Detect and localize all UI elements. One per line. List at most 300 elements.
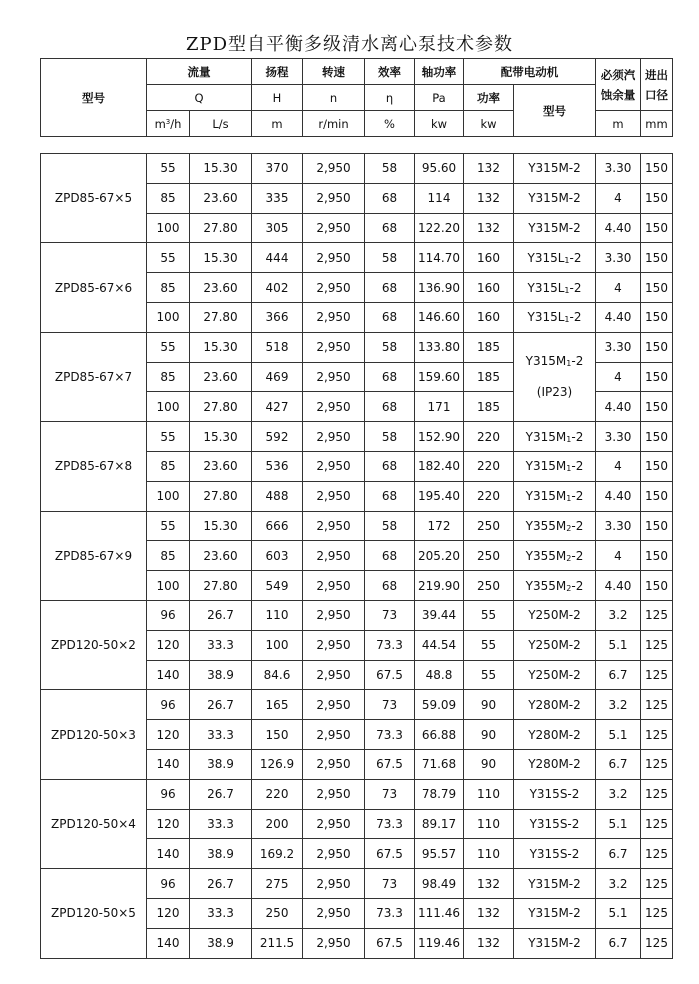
cell-speed: 2,950 <box>303 749 365 779</box>
cell-flow-m3h: 96 <box>147 779 190 809</box>
cell-inlet: 150 <box>641 332 673 362</box>
motor-model-base: Y280M-2 <box>528 757 581 772</box>
cell-motor-model <box>514 422 596 452</box>
cell-npsh: 6.7 <box>596 660 641 690</box>
cell-flow-ls: 15.30 <box>190 511 252 541</box>
cell-efficiency: 68 <box>365 541 415 571</box>
cell-head: 126.9 <box>252 749 303 779</box>
cell-motor-power: 90 <box>464 749 514 779</box>
motor-model-base: Y315M <box>525 354 567 369</box>
motor-model-base: Y355M <box>525 518 567 533</box>
cell-npsh: 5.1 <box>596 809 641 839</box>
cell-flow-m3h: 140 <box>147 660 190 690</box>
cell-motor-power: 160 <box>464 302 514 332</box>
cell-npsh: 3.30 <box>596 243 641 273</box>
cell-shaft-power: 119.46 <box>415 928 464 958</box>
table-row <box>41 332 673 362</box>
cell-flow-m3h: 55 <box>147 243 190 273</box>
cell-flow-ls: 27.80 <box>190 213 252 243</box>
cell-flow-m3h: 140 <box>147 839 190 869</box>
cell-head: 444 <box>252 243 303 273</box>
cell-motor-power: 220 <box>464 481 514 511</box>
cell-flow-m3h: 85 <box>147 183 190 213</box>
motor-model-base: Y280M-2 <box>528 727 581 742</box>
motor-model-base: Y315L <box>527 310 565 325</box>
motor-model-sub: 2 <box>566 523 572 533</box>
cell-inlet: 150 <box>641 213 673 243</box>
cell-npsh: 4 <box>596 541 641 571</box>
cell-npsh: 5.1 <box>596 898 641 928</box>
cell-npsh: 6.7 <box>596 928 641 958</box>
cell-flow-m3h: 120 <box>147 720 190 750</box>
cell-npsh: 4.40 <box>596 302 641 332</box>
cell-flow-m3h: 55 <box>147 332 190 362</box>
cell-shaft-power: 114 <box>415 183 464 213</box>
cell-npsh: 5.1 <box>596 720 641 750</box>
cell-motor-model <box>514 571 596 601</box>
cell-npsh: 3.2 <box>596 779 641 809</box>
motor-model-sub: 1 <box>564 255 570 265</box>
cell-head: 518 <box>252 332 303 362</box>
unit-flow-m3h-tail: /h <box>170 116 182 131</box>
header-model: 型号 <box>41 59 147 137</box>
cell-efficiency: 73 <box>365 600 415 630</box>
motor-model-tail: -2 <box>571 548 584 563</box>
cell-motor-model <box>514 869 596 899</box>
cell-npsh: 4 <box>596 362 641 392</box>
unit-speed: r/min <box>303 111 365 137</box>
cell-head: 402 <box>252 273 303 303</box>
header-flow: 流量 <box>147 59 252 85</box>
cell-flow-m3h: 85 <box>147 451 190 481</box>
header-motor-power: 功率 <box>464 85 514 111</box>
cell-flow-ls: 38.9 <box>190 839 252 869</box>
cell-shaft-power: 59.09 <box>415 690 464 720</box>
cell-speed: 2,950 <box>303 243 365 273</box>
cell-flow-ls: 23.60 <box>190 451 252 481</box>
table-row <box>41 779 673 809</box>
cell-shaft-power: 78.79 <box>415 779 464 809</box>
motor-model-note: (IP23) <box>536 385 573 400</box>
cell-flow-ls: 26.7 <box>190 600 252 630</box>
cell-efficiency: 67.5 <box>365 839 415 869</box>
cell-flow-m3h: 85 <box>147 362 190 392</box>
cell-motor-model <box>514 332 596 421</box>
cell-flow-m3h: 120 <box>147 809 190 839</box>
cell-motor-model <box>514 213 596 243</box>
cell-inlet: 150 <box>641 273 673 303</box>
cell-efficiency: 58 <box>365 154 415 184</box>
motor-model-sub: 1 <box>566 494 572 504</box>
cell-speed: 2,950 <box>303 541 365 571</box>
cell-speed: 2,950 <box>303 451 365 481</box>
cell-motor-model <box>514 779 596 809</box>
cell-speed: 2,950 <box>303 720 365 750</box>
table-row <box>41 422 673 452</box>
cell-shaft-power: 66.88 <box>415 720 464 750</box>
motor-model-tail: -2 <box>571 459 584 474</box>
motor-model-base: Y315S-2 <box>529 816 580 831</box>
cell-flow-ls: 23.60 <box>190 273 252 303</box>
cell-inlet: 125 <box>641 869 673 899</box>
cell-npsh: 4 <box>596 451 641 481</box>
cell-motor-power: 250 <box>464 541 514 571</box>
cell-shaft-power: 133.80 <box>415 332 464 362</box>
cell-motor-power: 110 <box>464 839 514 869</box>
motor-model-base: Y315S-2 <box>529 846 580 861</box>
cell-inlet: 125 <box>641 749 673 779</box>
cell-efficiency: 68 <box>365 302 415 332</box>
header-head-symbol: H <box>252 85 303 111</box>
cell-flow-ls: 33.3 <box>190 898 252 928</box>
cell-inlet: 125 <box>641 928 673 958</box>
motor-model-base: Y315M-2 <box>528 161 581 176</box>
motor-model-base: Y315L <box>527 280 565 295</box>
cell-efficiency: 73 <box>365 690 415 720</box>
cell-efficiency: 73.3 <box>365 720 415 750</box>
motor-model-tail: -2 <box>569 280 582 295</box>
cell-flow-m3h: 55 <box>147 422 190 452</box>
cell-inlet: 150 <box>641 571 673 601</box>
cell-model: ZPD120-50×2 <box>41 600 147 689</box>
cell-motor-model <box>514 273 596 303</box>
cell-speed: 2,950 <box>303 481 365 511</box>
cell-efficiency: 68 <box>365 392 415 422</box>
cell-motor-power: 132 <box>464 928 514 958</box>
cell-head: 165 <box>252 690 303 720</box>
cell-npsh: 3.30 <box>596 332 641 362</box>
cell-speed: 2,950 <box>303 511 365 541</box>
header-shaft-power: 轴功率 <box>415 59 464 85</box>
cell-head: 370 <box>252 154 303 184</box>
cell-speed: 2,950 <box>303 273 365 303</box>
cell-flow-m3h: 85 <box>147 541 190 571</box>
motor-model-tail: -2 <box>569 250 582 265</box>
cell-head: 100 <box>252 630 303 660</box>
cell-shaft-power: 146.60 <box>415 302 464 332</box>
cell-shaft-power: 95.60 <box>415 154 464 184</box>
cell-motor-power: 132 <box>464 869 514 899</box>
cell-head: 666 <box>252 511 303 541</box>
table-row <box>41 869 673 899</box>
header-head: 扬程 <box>252 59 303 85</box>
table-row <box>41 154 673 184</box>
cell-motor-power: 220 <box>464 451 514 481</box>
unit-head: m <box>252 111 303 137</box>
header-npsh: 必须汽蚀余量 <box>596 59 641 111</box>
cell-motor-model <box>514 839 596 869</box>
cell-motor-model <box>514 154 596 184</box>
cell-motor-power: 90 <box>464 690 514 720</box>
header-eff-symbol: η <box>365 85 415 111</box>
cell-speed: 2,950 <box>303 660 365 690</box>
cell-flow-ls: 33.3 <box>190 809 252 839</box>
cell-inlet: 150 <box>641 511 673 541</box>
motor-model-sub: 2 <box>566 553 572 563</box>
cell-flow-ls: 15.30 <box>190 332 252 362</box>
cell-inlet: 125 <box>641 720 673 750</box>
cell-flow-m3h: 55 <box>147 511 190 541</box>
cell-speed: 2,950 <box>303 779 365 809</box>
cell-npsh: 6.7 <box>596 839 641 869</box>
cell-head: 488 <box>252 481 303 511</box>
cell-motor-power: 250 <box>464 511 514 541</box>
cell-speed: 2,950 <box>303 302 365 332</box>
cell-shaft-power: 48.8 <box>415 660 464 690</box>
motor-model-base: Y315L <box>527 250 565 265</box>
table-row <box>41 511 673 541</box>
cell-model: ZPD85-67×9 <box>41 511 147 600</box>
cell-flow-m3h: 140 <box>147 928 190 958</box>
cell-motor-power: 185 <box>464 332 514 362</box>
cell-head: 549 <box>252 571 303 601</box>
cell-speed: 2,950 <box>303 898 365 928</box>
cell-shaft-power: 205.20 <box>415 541 464 571</box>
cell-inlet: 125 <box>641 690 673 720</box>
cell-flow-ls: 27.80 <box>190 302 252 332</box>
motor-model-base: Y315M <box>525 429 567 444</box>
cell-efficiency: 67.5 <box>365 928 415 958</box>
cell-npsh: 4.40 <box>596 481 641 511</box>
motor-model-sub: 1 <box>564 285 570 295</box>
cell-motor-model <box>514 690 596 720</box>
cell-motor-model <box>514 749 596 779</box>
cell-speed: 2,950 <box>303 362 365 392</box>
unit-flow-ls: L/s <box>190 111 252 137</box>
cell-motor-power: 55 <box>464 630 514 660</box>
motor-model-base: Y315M-2 <box>528 220 581 235</box>
cell-inlet: 150 <box>641 302 673 332</box>
cell-shaft-power: 95.57 <box>415 839 464 869</box>
cell-efficiency: 67.5 <box>365 749 415 779</box>
cell-head: 275 <box>252 869 303 899</box>
cell-motor-model <box>514 809 596 839</box>
cell-inlet: 150 <box>641 422 673 452</box>
motor-model-base: Y315M-2 <box>528 936 581 951</box>
cell-flow-ls: 15.30 <box>190 243 252 273</box>
header-efficiency: 效率 <box>365 59 415 85</box>
cell-head: 592 <box>252 422 303 452</box>
cell-motor-power: 55 <box>464 660 514 690</box>
cell-motor-power: 250 <box>464 571 514 601</box>
motor-model-tail: -2 <box>571 354 584 369</box>
cell-model: ZPD85-67×8 <box>41 422 147 511</box>
motor-model-base: Y250M-2 <box>528 608 581 623</box>
cell-speed: 2,950 <box>303 422 365 452</box>
cell-flow-ls: 26.7 <box>190 779 252 809</box>
cell-speed: 2,950 <box>303 213 365 243</box>
motor-model-sub: 1 <box>566 434 572 444</box>
cell-motor-model <box>514 511 596 541</box>
cell-inlet: 125 <box>641 779 673 809</box>
cell-speed: 2,950 <box>303 571 365 601</box>
spec-table-header <box>40 58 673 137</box>
cell-shaft-power: 89.17 <box>415 809 464 839</box>
cell-inlet: 125 <box>641 660 673 690</box>
motor-model-base: Y315S-2 <box>529 787 580 802</box>
cell-speed: 2,950 <box>303 392 365 422</box>
cell-npsh: 5.1 <box>596 630 641 660</box>
cell-speed: 2,950 <box>303 839 365 869</box>
cell-motor-power: 55 <box>464 600 514 630</box>
cell-shaft-power: 152.90 <box>415 422 464 452</box>
cell-npsh: 4 <box>596 183 641 213</box>
cell-flow-ls: 26.7 <box>190 690 252 720</box>
motor-model-base: Y355M <box>525 578 567 593</box>
cell-inlet: 125 <box>641 898 673 928</box>
cell-npsh: 3.2 <box>596 690 641 720</box>
cell-head: 603 <box>252 541 303 571</box>
cell-efficiency: 67.5 <box>365 660 415 690</box>
cell-head: 211.5 <box>252 928 303 958</box>
cell-speed: 2,950 <box>303 154 365 184</box>
cell-motor-power: 110 <box>464 809 514 839</box>
cell-speed: 2,950 <box>303 928 365 958</box>
cell-speed: 2,950 <box>303 600 365 630</box>
cell-head: 84.6 <box>252 660 303 690</box>
cell-motor-power: 110 <box>464 779 514 809</box>
cell-shaft-power: 172 <box>415 511 464 541</box>
motor-model-base: Y315M-2 <box>528 876 581 891</box>
unit-flow-m3h-base: m <box>154 116 166 131</box>
unit-shaft: kw <box>415 111 464 137</box>
cell-flow-ls: 38.9 <box>190 749 252 779</box>
motor-model-tail: -2 <box>571 578 584 593</box>
cell-flow-m3h: 100 <box>147 213 190 243</box>
motor-model-base: Y355M <box>525 548 567 563</box>
header-motor: 配带电动机 <box>464 59 596 85</box>
cell-efficiency: 68 <box>365 213 415 243</box>
cell-efficiency: 58 <box>365 243 415 273</box>
cell-flow-ls: 23.60 <box>190 362 252 392</box>
cell-head: 536 <box>252 451 303 481</box>
cell-flow-m3h: 96 <box>147 600 190 630</box>
cell-shaft-power: 114.70 <box>415 243 464 273</box>
cell-head: 366 <box>252 302 303 332</box>
cell-motor-model <box>514 660 596 690</box>
cell-flow-ls: 23.60 <box>190 541 252 571</box>
cell-speed: 2,950 <box>303 869 365 899</box>
cell-efficiency: 68 <box>365 571 415 601</box>
cell-motor-model <box>514 720 596 750</box>
cell-motor-model <box>514 243 596 273</box>
cell-flow-m3h: 100 <box>147 392 190 422</box>
motor-model-tail: -2 <box>571 518 584 533</box>
cell-head: 469 <box>252 362 303 392</box>
motor-model-tail: -2 <box>571 489 584 504</box>
cell-flow-m3h: 100 <box>147 302 190 332</box>
cell-flow-ls: 15.30 <box>190 154 252 184</box>
table-row <box>41 690 673 720</box>
cell-motor-power: 160 <box>464 273 514 303</box>
unit-eff: % <box>365 111 415 137</box>
page-title: ZPD型自平衡多级清水离心泵技术参数 <box>185 34 514 55</box>
cell-flow-m3h: 100 <box>147 481 190 511</box>
motor-model-sub: 1 <box>564 315 570 325</box>
cell-shaft-power: 171 <box>415 392 464 422</box>
cell-shaft-power: 39.44 <box>415 600 464 630</box>
cell-shaft-power: 219.90 <box>415 571 464 601</box>
cell-flow-ls: 33.3 <box>190 630 252 660</box>
motor-model-base: Y315M-2 <box>528 906 581 921</box>
cell-motor-power: 185 <box>464 362 514 392</box>
table-row <box>41 600 673 630</box>
cell-inlet: 150 <box>641 243 673 273</box>
motor-model-sub: 2 <box>566 583 572 593</box>
header-inlet: 进出口径 <box>641 59 673 111</box>
cell-npsh: 4.40 <box>596 213 641 243</box>
cell-shaft-power: 182.40 <box>415 451 464 481</box>
cell-npsh: 3.30 <box>596 422 641 452</box>
unit-inlet: mm <box>641 111 673 137</box>
cell-shaft-power: 122.20 <box>415 213 464 243</box>
cell-head: 427 <box>252 392 303 422</box>
cell-efficiency: 68 <box>365 183 415 213</box>
motor-model-base: Y250M-2 <box>528 667 581 682</box>
cell-shaft-power: 159.60 <box>415 362 464 392</box>
cell-inlet: 150 <box>641 451 673 481</box>
cell-motor-model <box>514 481 596 511</box>
cell-npsh: 4.40 <box>596 392 641 422</box>
cell-flow-m3h: 96 <box>147 869 190 899</box>
cell-flow-m3h: 140 <box>147 749 190 779</box>
cell-speed: 2,950 <box>303 630 365 660</box>
header-speed-symbol: n <box>303 85 365 111</box>
cell-flow-ls: 38.9 <box>190 928 252 958</box>
cell-motor-model <box>514 928 596 958</box>
header-motor-model: 型号 <box>514 85 596 137</box>
cell-inlet: 150 <box>641 481 673 511</box>
cell-inlet: 150 <box>641 541 673 571</box>
cell-shaft-power: 44.54 <box>415 630 464 660</box>
cell-efficiency: 68 <box>365 273 415 303</box>
cell-efficiency: 68 <box>365 362 415 392</box>
cell-inlet: 125 <box>641 630 673 660</box>
cell-motor-model <box>514 183 596 213</box>
cell-shaft-power: 98.49 <box>415 869 464 899</box>
cell-npsh: 4 <box>596 273 641 303</box>
cell-head: 335 <box>252 183 303 213</box>
cell-model: ZPD85-67×7 <box>41 332 147 421</box>
cell-flow-ls: 27.80 <box>190 392 252 422</box>
cell-head: 220 <box>252 779 303 809</box>
unit-flow-m3h-sup: 3 <box>165 117 171 126</box>
motor-model-sub: 1 <box>566 464 572 474</box>
cell-motor-power: 90 <box>464 720 514 750</box>
cell-model: ZPD85-67×6 <box>41 243 147 332</box>
cell-head: 250 <box>252 898 303 928</box>
cell-flow-m3h: 96 <box>147 690 190 720</box>
cell-efficiency: 58 <box>365 332 415 362</box>
cell-flow-m3h: 55 <box>147 154 190 184</box>
cell-flow-m3h: 100 <box>147 571 190 601</box>
cell-efficiency: 73.3 <box>365 898 415 928</box>
cell-npsh: 3.2 <box>596 600 641 630</box>
cell-shaft-power: 136.90 <box>415 273 464 303</box>
cell-motor-power: 132 <box>464 213 514 243</box>
cell-flow-ls: 33.3 <box>190 720 252 750</box>
cell-npsh: 3.30 <box>596 511 641 541</box>
cell-flow-m3h: 85 <box>147 273 190 303</box>
cell-flow-ls: 15.30 <box>190 422 252 452</box>
cell-efficiency: 68 <box>365 481 415 511</box>
table-row <box>41 243 673 273</box>
cell-motor-power: 132 <box>464 183 514 213</box>
cell-motor-model <box>514 630 596 660</box>
cell-model: ZPD85-67×5 <box>41 154 147 243</box>
cell-npsh: 4.40 <box>596 571 641 601</box>
cell-motor-model <box>514 541 596 571</box>
